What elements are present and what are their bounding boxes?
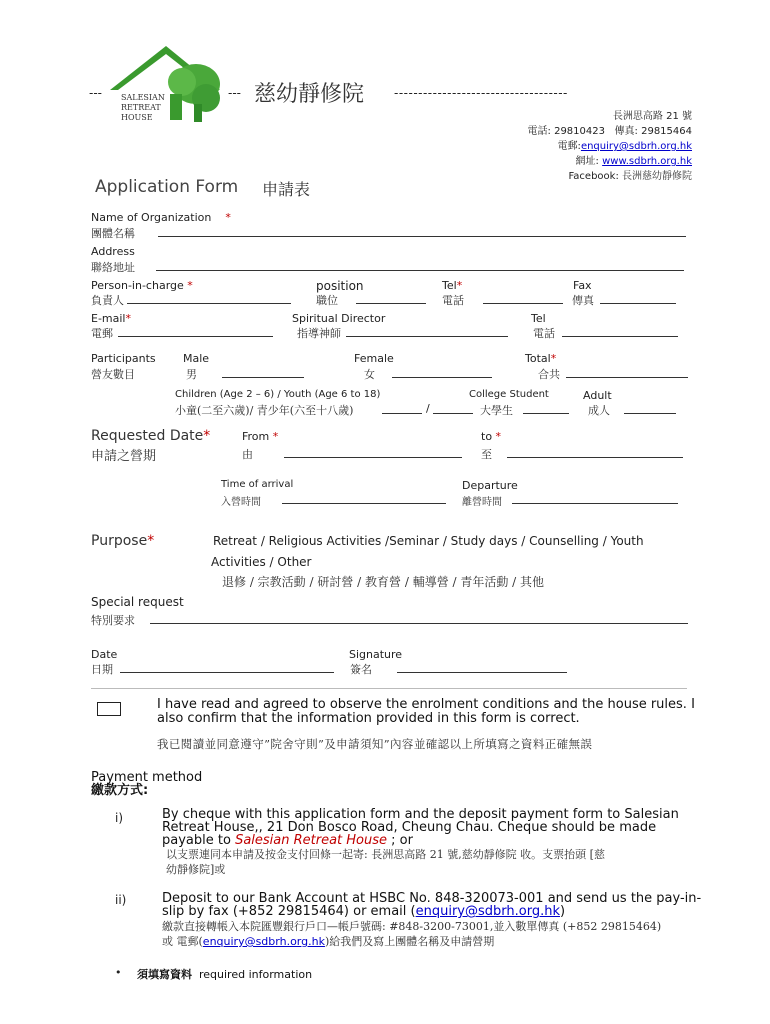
children-youth-separator: / [426,402,430,415]
fax-input-line[interactable] [600,303,676,304]
college-input-line[interactable] [523,413,569,414]
position-input-line[interactable] [356,303,426,304]
signature-label: Signature [349,648,403,661]
arrival-input-line[interactable] [282,503,446,504]
pic-input-line[interactable] [127,303,291,304]
arrival-label: Time of arrival [221,479,294,490]
from-date-input-line[interactable] [284,457,462,458]
payment-email-link-zh[interactable]: enquiry@sdbrh.org.hk [202,935,325,948]
special-request-label: Special request [91,595,184,609]
female-label-zh: 女 [364,368,375,381]
total-label: Total* [525,352,557,365]
children-youth-label-zh: 小童(二至六歲)/ 青少年(六至十八歲) [175,404,354,417]
email-input-line[interactable] [118,336,273,337]
to-date-input-line[interactable] [507,457,683,458]
logo-wordmark: SALESIAN RETREAT HOUSE [121,93,165,122]
tel2-label: Tel [531,312,546,325]
participants-label-zh: 營友數目 [91,368,135,381]
to-label-zh: 至 [481,448,492,461]
address-label-zh: 聯絡地址 [91,261,135,274]
pic-label-zh: 負責人 [91,294,124,307]
payment-option-cheque-zh: 以支票連同本申請及按金支付回條一起寄: 長洲思高路 21 號,慈幼靜修院 收。支票抬頭 [慈 幼靜修院]或 [166,848,605,876]
payment-option-cheque: By cheque with this application form and the deposit payment form to Salesian Retreat House,, 21 Don Bosco Road, Cheung Chau. Cheque should be made payable to Salesian Retreat House ; or [162,807,679,848]
header-dash-mid: --- [228,86,241,100]
tel2-label-zh: 電話 [533,327,555,340]
header-dash-left: --- [89,86,102,100]
contact-facebook: Facebook: 長洲慈幼靜修院 [568,171,692,182]
to-label: to * [481,430,502,443]
female-label: Female [354,352,394,365]
participants-label: Participants [91,352,156,365]
contact-website: 網址: www.sdbrh.org.hk [575,156,692,167]
spiritual-director-label: Spiritual Director [292,312,386,325]
payment-method-heading: Payment method 繳款方式: [91,770,203,798]
fax-label: Fax [573,279,592,292]
position-label-zh: 職位 [316,294,338,307]
org-label-zh: 團體名稱 [91,227,135,240]
fax-label-zh: 傳真 [572,294,594,307]
male-input-line[interactable] [222,377,304,378]
adult-input-line[interactable] [624,413,676,414]
special-request-label-zh: 特別要求 [91,614,135,627]
org-label: Name of Organization * [91,211,231,224]
from-label: From * [242,430,279,443]
signature-label-zh: 簽名 [350,663,372,676]
agree-checkbox[interactable] [97,702,121,716]
adult-label: Adult [583,389,612,402]
cheque-payee: Salesian Retreat House [235,833,388,848]
tel-label: Tel* [442,279,463,292]
children-youth-label: Children (Age 2 – 6) / Youth (Age 6 to 18) [175,389,381,400]
departure-input-line[interactable] [512,503,678,504]
email-label-zh: 電郵 [91,327,113,340]
date-input-line[interactable] [120,672,334,673]
payment-email-link[interactable]: enquiry@sdbrh.org.hk [415,904,560,919]
agreement-text-zh: 我已閱讀並同意遵守”院舍守則”及申請須知”內容並確認以上所填寫之資料正確無誤 [157,737,593,751]
departure-label: Departure [462,479,518,492]
college-label-zh: 大學生 [480,404,513,417]
email-label: E-mail* [91,312,131,325]
from-label-zh: 由 [242,448,253,461]
header-dash-right: ------------------------------------ [394,86,568,100]
email-link[interactable]: enquiry@sdbrh.org.hk [580,141,692,152]
form-title-zh: 申請表 [262,180,311,199]
org-input-line[interactable] [158,236,686,237]
requested-date-label: Requested Date* [91,428,211,444]
male-label-zh: 男 [186,368,197,381]
college-label: College Student [469,389,549,400]
requested-date-label-zh: 申請之營期 [91,449,157,464]
footnote-bullet: • [115,966,122,979]
total-input-line[interactable] [566,377,688,378]
adult-label-zh: 成人 [588,404,610,417]
youth-input-line[interactable] [433,413,473,414]
departure-label-zh: 離營時間 [462,497,502,508]
date-label: Date [91,648,118,661]
payment-option-bank: Deposit to our Bank Account at HSBC No. 848-320073-001 and send us the pay-in- slip by fax (+852 29815464) or email (enquiry@sdbrh.org.hk) [162,891,702,919]
arrival-label-zh: 入營時間 [221,497,261,508]
purpose-options-line1[interactable]: Retreat / Religious Activities /Seminar / Study days / Counselling / Youth [213,534,644,548]
section-divider [91,688,687,689]
contact-email: 電郵:enquiry@sdbrh.org.hk [557,141,692,152]
signature-input-line[interactable] [397,672,567,673]
children-input-line[interactable] [382,413,422,414]
website-link[interactable]: www.sdbrh.org.hk [602,156,692,167]
male-label: Male [183,352,210,365]
position-label: position [316,279,364,293]
payment-option-ii-marker: ii) [115,893,127,907]
purpose-options-line2[interactable]: Activities / Other [211,555,312,569]
payment-option-bank-zh: 繳款直接轉帳入本院匯豐銀行戶口—帳戶號碼: #848-3200-73001,並入數單傳真 (+852 29815464) 或 電郵(enquiry@sdbrh.org.hk)給我們及寫上團體名稱及申請營期 [162,920,662,948]
contact-block [528,109,692,184]
address-input-line[interactable] [156,270,684,271]
spiritual-director-input-line[interactable] [346,336,508,337]
form-title-en: Application Form [95,177,239,197]
tel-label-zh: 電話 [442,294,464,307]
address-label: Address [91,245,135,258]
org-name-zh: 慈幼靜修院 [254,82,365,107]
tel-input-line[interactable] [483,303,563,304]
footnote-required: 須填寫資料 required information [137,968,313,981]
contact-address: 長洲思高路 21 號 [612,111,692,122]
contact-phone-fax: 電話: 29810423 傳真: 29815464 [527,126,692,137]
special-request-input-line[interactable] [150,623,688,624]
date-label-zh: 日期 [91,663,113,676]
total-label-zh: 合共 [538,368,560,381]
purpose-options-zh[interactable]: 退修 / 宗教活動 / 研討營 / 教育營 / 輔導營 / 青年活動 / 其他 [222,575,545,589]
payment-option-i-marker: i) [115,811,124,825]
purpose-label: Purpose* [91,533,155,549]
spiritual-director-label-zh: 指導神師 [297,327,341,340]
agreement-text: I have read and agreed to observe the enrolment conditions and the house rules. I also confirm that the information provided in this form is correct. [157,697,695,726]
female-input-line[interactable] [392,377,492,378]
tel2-input-line[interactable] [562,336,678,337]
pic-label: Person-in-charge * [91,279,193,292]
